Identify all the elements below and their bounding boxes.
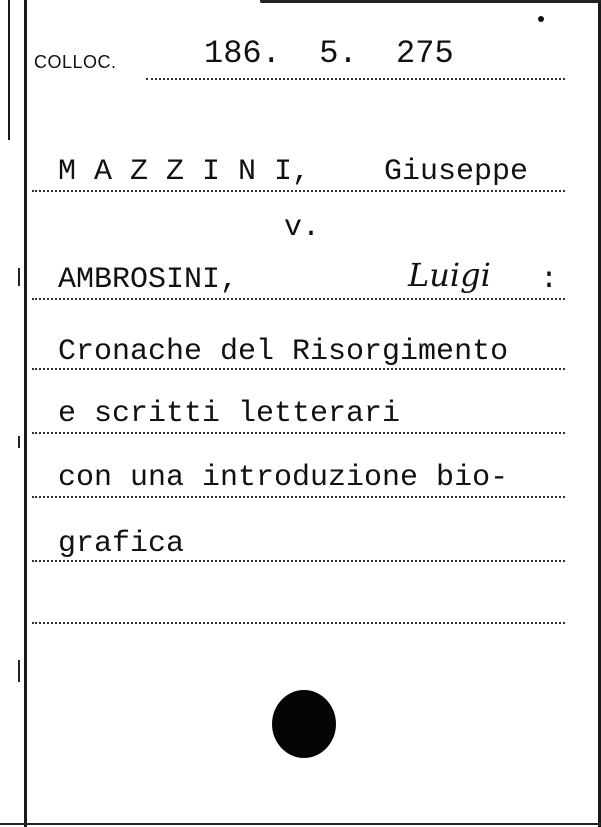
card-top-edge <box>260 0 600 9</box>
author-surname: M A Z Z I N I, <box>58 155 311 189</box>
title-line-1: Cronache del Risorgimento <box>58 335 509 369</box>
colloc-label: COLLOC. <box>34 52 117 72</box>
editor-surname: AMBROSINI, <box>58 263 239 297</box>
card-left-border <box>24 0 27 827</box>
title-line-2: e scritti letterari <box>58 397 401 431</box>
punch-hole <box>272 690 336 758</box>
margin-tick <box>18 268 20 286</box>
margin-tick <box>18 436 20 448</box>
title-line-3: con una introduzione bio- <box>58 461 509 495</box>
card-corner-curl <box>559 0 601 35</box>
author-given-name: Giuseppe <box>384 155 529 189</box>
editor-given-handwritten: Luigi <box>408 256 491 294</box>
blank-dotted-line <box>32 582 565 624</box>
margin-tick <box>18 660 20 682</box>
card-bottom-edge <box>0 823 601 825</box>
title-line-4: grafica <box>58 527 185 561</box>
ink-speck <box>538 16 544 22</box>
card-edge-mark <box>8 0 10 140</box>
relation-marker: v. <box>284 211 321 245</box>
editor-colon: : <box>540 263 559 297</box>
colloc-number: 186. 5. 275 <box>204 35 454 72</box>
